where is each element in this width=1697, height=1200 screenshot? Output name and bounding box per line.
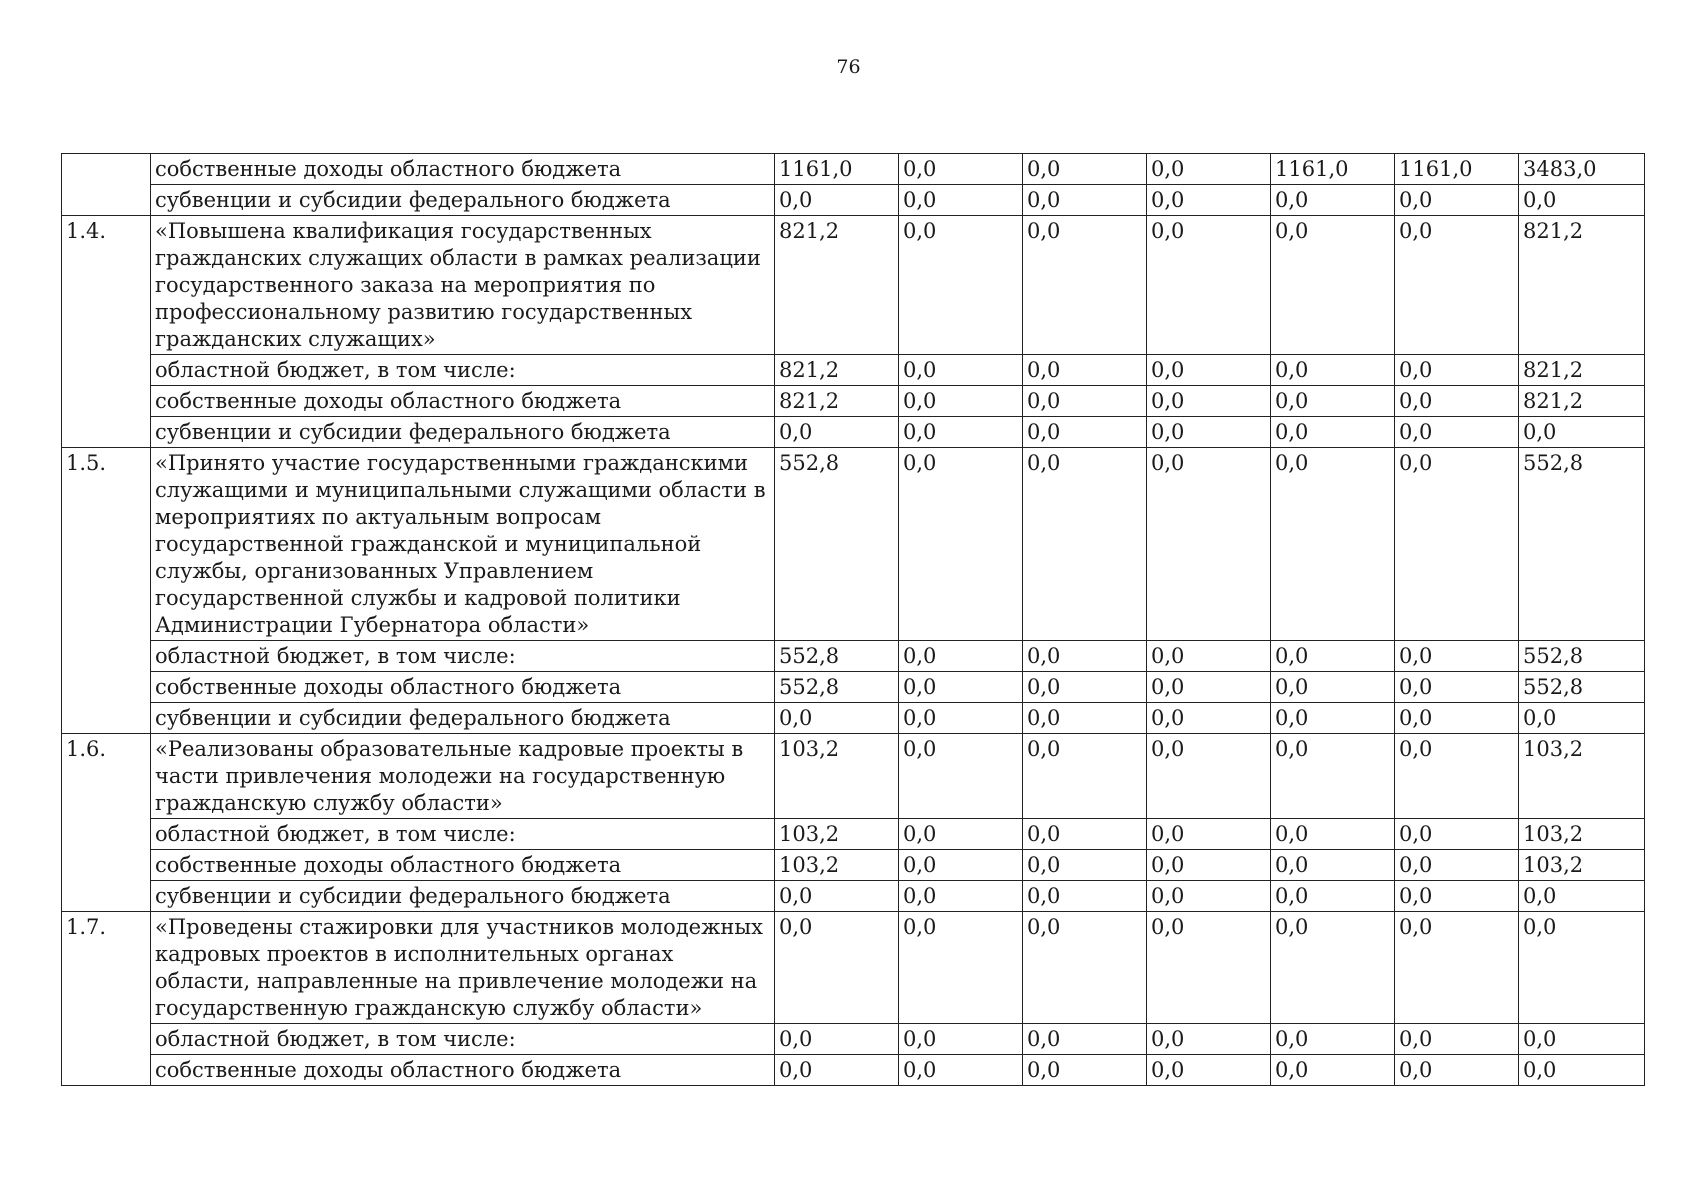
description-cell: «Проведены стажировки для участников молодежных кадровых проектов в исполнительных органах области, направленные на привлечение молодежи на государственную гражданскую службу области» <box>151 912 775 1024</box>
value-cell: 0,0 <box>775 912 899 1024</box>
value-cell: 0,0 <box>1395 641 1519 672</box>
table-row <box>62 417 1645 448</box>
value-cell: 0,0 <box>1395 703 1519 734</box>
value-cell: 0,0 <box>1271 703 1395 734</box>
value-cell: 0,0 <box>1023 672 1147 703</box>
description-cell: субвенции и субсидии федерального бюджета <box>151 881 775 912</box>
total-cell: 3483,0 <box>1519 154 1645 185</box>
value-cell: 0,0 <box>1271 819 1395 850</box>
total-cell: 103,2 <box>1519 850 1645 881</box>
value-cell: 0,0 <box>775 417 899 448</box>
value-cell: 0,0 <box>1023 1024 1147 1055</box>
total-cell: 552,8 <box>1519 448 1645 641</box>
value-cell: 1161,0 <box>1271 154 1395 185</box>
value-cell: 0,0 <box>899 185 1023 216</box>
item-number-cell: 1.5. <box>62 448 151 734</box>
value-cell: 0,0 <box>899 1055 1023 1086</box>
total-cell: 821,2 <box>1519 355 1645 386</box>
value-cell: 0,0 <box>899 641 1023 672</box>
value-cell: 0,0 <box>1147 355 1271 386</box>
description-cell: «Повышена квалификация государственных гражданских служащих области в рамках реализации государственного заказа на мероприятия по профессиональному развитию государственных гражданских служащих» <box>151 216 775 355</box>
total-cell: 821,2 <box>1519 386 1645 417</box>
value-cell: 0,0 <box>775 185 899 216</box>
value-cell: 821,2 <box>775 216 899 355</box>
value-cell: 0,0 <box>775 703 899 734</box>
item-number-cell: 1.4. <box>62 216 151 448</box>
total-cell: 0,0 <box>1519 912 1645 1024</box>
value-cell: 0,0 <box>1271 355 1395 386</box>
description-cell: собственные доходы областного бюджета <box>151 1055 775 1086</box>
value-cell: 0,0 <box>775 1024 899 1055</box>
table-row <box>62 819 1645 850</box>
value-cell: 0,0 <box>1023 819 1147 850</box>
table-row <box>62 881 1645 912</box>
value-cell: 0,0 <box>1147 154 1271 185</box>
value-cell: 0,0 <box>1023 216 1147 355</box>
value-cell: 0,0 <box>1023 154 1147 185</box>
value-cell: 552,8 <box>775 672 899 703</box>
item-number-cell: 1.6. <box>62 734 151 912</box>
description-cell: областной бюджет, в том числе: <box>151 1024 775 1055</box>
value-cell: 0,0 <box>1023 734 1147 819</box>
total-cell: 0,0 <box>1519 1055 1645 1086</box>
value-cell: 0,0 <box>1147 448 1271 641</box>
value-cell: 0,0 <box>1271 386 1395 417</box>
total-cell: 0,0 <box>1519 417 1645 448</box>
value-cell: 0,0 <box>1023 185 1147 216</box>
value-cell: 0,0 <box>1271 734 1395 819</box>
value-cell: 0,0 <box>1271 850 1395 881</box>
value-cell: 0,0 <box>1147 850 1271 881</box>
value-cell: 0,0 <box>1271 448 1395 641</box>
value-cell: 0,0 <box>1147 386 1271 417</box>
value-cell: 0,0 <box>1395 850 1519 881</box>
value-cell: 0,0 <box>899 1024 1023 1055</box>
value-cell: 103,2 <box>775 819 899 850</box>
table-row <box>62 1055 1645 1086</box>
description-cell: собственные доходы областного бюджета <box>151 672 775 703</box>
value-cell: 0,0 <box>1271 672 1395 703</box>
value-cell: 0,0 <box>899 355 1023 386</box>
table-row <box>62 641 1645 672</box>
table-row <box>62 216 1645 355</box>
value-cell: 0,0 <box>1395 734 1519 819</box>
value-cell: 0,0 <box>1395 355 1519 386</box>
item-number-cell <box>62 154 151 216</box>
table-row <box>62 448 1645 641</box>
value-cell: 0,0 <box>1147 1055 1271 1086</box>
value-cell: 0,0 <box>1395 216 1519 355</box>
value-cell: 0,0 <box>899 850 1023 881</box>
value-cell: 0,0 <box>1147 881 1271 912</box>
value-cell: 0,0 <box>1395 1055 1519 1086</box>
value-cell: 552,8 <box>775 641 899 672</box>
value-cell: 103,2 <box>775 734 899 819</box>
value-cell: 0,0 <box>1023 850 1147 881</box>
description-cell: субвенции и субсидии федерального бюджета <box>151 703 775 734</box>
description-cell: областной бюджет, в том числе: <box>151 355 775 386</box>
value-cell: 0,0 <box>899 216 1023 355</box>
value-cell: 0,0 <box>1147 1024 1271 1055</box>
value-cell: 0,0 <box>1023 1055 1147 1086</box>
total-cell: 552,8 <box>1519 641 1645 672</box>
value-cell: 0,0 <box>899 448 1023 641</box>
value-cell: 0,0 <box>899 912 1023 1024</box>
value-cell: 0,0 <box>1271 912 1395 1024</box>
value-cell: 0,0 <box>1023 386 1147 417</box>
value-cell: 0,0 <box>1395 386 1519 417</box>
value-cell: 0,0 <box>899 386 1023 417</box>
description-cell: собственные доходы областного бюджета <box>151 850 775 881</box>
total-cell: 0,0 <box>1519 703 1645 734</box>
value-cell: 0,0 <box>1147 185 1271 216</box>
description-cell: субвенции и субсидии федерального бюджета <box>151 185 775 216</box>
value-cell: 0,0 <box>1271 641 1395 672</box>
value-cell: 0,0 <box>1147 216 1271 355</box>
description-cell: собственные доходы областного бюджета <box>151 386 775 417</box>
total-cell: 103,2 <box>1519 734 1645 819</box>
total-cell: 552,8 <box>1519 672 1645 703</box>
value-cell: 0,0 <box>1271 881 1395 912</box>
table-row <box>62 355 1645 386</box>
value-cell: 103,2 <box>775 850 899 881</box>
value-cell: 0,0 <box>1271 1055 1395 1086</box>
table-row <box>62 1024 1645 1055</box>
table-row <box>62 734 1645 819</box>
value-cell: 0,0 <box>775 1055 899 1086</box>
value-cell: 0,0 <box>1271 185 1395 216</box>
value-cell: 0,0 <box>899 154 1023 185</box>
total-cell: 0,0 <box>1519 1024 1645 1055</box>
value-cell: 0,0 <box>1023 703 1147 734</box>
value-cell: 1161,0 <box>1395 154 1519 185</box>
total-cell: 0,0 <box>1519 185 1645 216</box>
value-cell: 1161,0 <box>775 154 899 185</box>
value-cell: 0,0 <box>1023 881 1147 912</box>
table-row <box>62 672 1645 703</box>
table-row <box>62 185 1645 216</box>
value-cell: 0,0 <box>1395 1024 1519 1055</box>
table-row <box>62 386 1645 417</box>
value-cell: 0,0 <box>1271 216 1395 355</box>
description-cell: областной бюджет, в том числе: <box>151 641 775 672</box>
value-cell: 0,0 <box>1271 417 1395 448</box>
value-cell: 0,0 <box>899 417 1023 448</box>
value-cell: 0,0 <box>899 819 1023 850</box>
budget-table <box>61 153 1645 1086</box>
total-cell: 821,2 <box>1519 216 1645 355</box>
description-cell: собственные доходы областного бюджета <box>151 154 775 185</box>
table-row <box>62 850 1645 881</box>
value-cell: 552,8 <box>775 448 899 641</box>
value-cell: 0,0 <box>899 672 1023 703</box>
description-cell: субвенции и субсидии федерального бюджета <box>151 417 775 448</box>
value-cell: 0,0 <box>1395 448 1519 641</box>
value-cell: 0,0 <box>1147 417 1271 448</box>
value-cell: 0,0 <box>1023 355 1147 386</box>
value-cell: 0,0 <box>1395 881 1519 912</box>
value-cell: 0,0 <box>899 881 1023 912</box>
value-cell: 0,0 <box>899 703 1023 734</box>
value-cell: 0,0 <box>1395 672 1519 703</box>
table-body <box>62 154 1645 1086</box>
value-cell: 0,0 <box>899 734 1023 819</box>
value-cell: 0,0 <box>1023 448 1147 641</box>
page-number: 76 <box>836 56 861 78</box>
value-cell: 0,0 <box>1147 703 1271 734</box>
value-cell: 0,0 <box>1023 641 1147 672</box>
value-cell: 0,0 <box>1147 641 1271 672</box>
value-cell: 0,0 <box>1395 819 1519 850</box>
description-cell: «Реализованы образовательные кадровые проекты в части привлечения молодежи на государственную гражданскую службу области» <box>151 734 775 819</box>
item-number-cell: 1.7. <box>62 912 151 1086</box>
total-cell: 0,0 <box>1519 881 1645 912</box>
value-cell: 0,0 <box>1147 734 1271 819</box>
description-cell: областной бюджет, в том числе: <box>151 819 775 850</box>
value-cell: 821,2 <box>775 355 899 386</box>
value-cell: 0,0 <box>1147 672 1271 703</box>
table-row <box>62 912 1645 1024</box>
value-cell: 0,0 <box>1023 912 1147 1024</box>
value-cell: 0,0 <box>1395 185 1519 216</box>
value-cell: 0,0 <box>1023 417 1147 448</box>
value-cell: 0,0 <box>775 881 899 912</box>
value-cell: 0,0 <box>1395 912 1519 1024</box>
value-cell: 821,2 <box>775 386 899 417</box>
value-cell: 0,0 <box>1147 819 1271 850</box>
value-cell: 0,0 <box>1395 417 1519 448</box>
table-row <box>62 703 1645 734</box>
description-cell: «Принято участие государственными гражданскими служащими и муниципальными служащими области в мероприятиях по актуальным вопросам государственной гражданской и муниципальной службы, организованных Управлением государственной службы и кадровой политики Администрации Губернатора области» <box>151 448 775 641</box>
table-row <box>62 154 1645 185</box>
value-cell: 0,0 <box>1271 1024 1395 1055</box>
value-cell: 0,0 <box>1147 912 1271 1024</box>
total-cell: 103,2 <box>1519 819 1645 850</box>
